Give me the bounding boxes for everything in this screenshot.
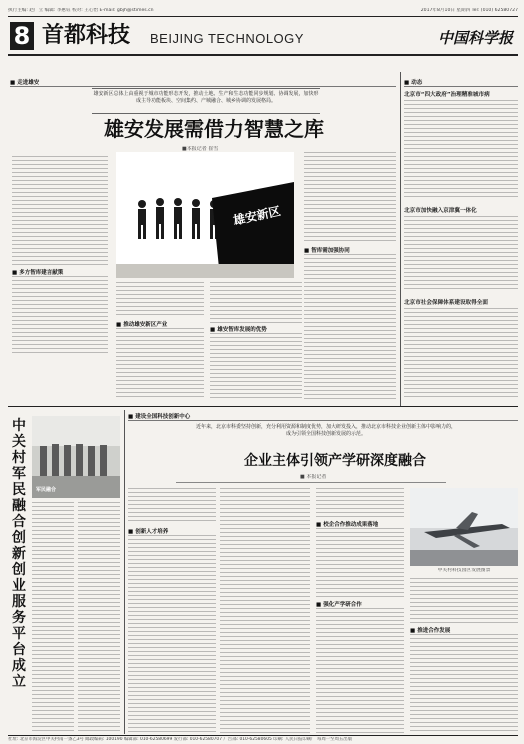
side-item-2-text (404, 216, 518, 292)
lower-deck-text: 近年来，北京市科委坚持创新，充分利用资源和制度优势，加大研发投入，推动北京市科技企业创新主体中影响力的，成为引领全国科技创新发展的示范。 (196, 424, 457, 437)
main-col-3-text-b (210, 333, 302, 400)
main-column-tag: ■ 走进雄安 (10, 78, 39, 86)
page-number: 8 (13, 22, 31, 50)
footer-rule (8, 735, 518, 736)
lower-col-3-text (316, 488, 404, 518)
lower-story-photo (410, 488, 518, 566)
aircraft-photo (410, 488, 518, 566)
main-col-4-text (304, 152, 396, 242)
xiongan-graphic (116, 152, 294, 278)
section-title-cn: 首都科技 (42, 23, 131, 48)
lower-col-2-text (220, 488, 310, 733)
lower-col-3-text-b (316, 528, 404, 598)
side-divider (400, 72, 401, 406)
lower-col-1-text (128, 488, 216, 524)
lower-subhead-1: ■ 创新人才培养 (128, 527, 168, 535)
lower-column-tag: ■ 建设全国科技创新中心 (128, 412, 190, 420)
main-col-2-text (116, 282, 204, 318)
vertical-story-photo-kicker: 军民融合 (36, 487, 57, 493)
lower-headline: 企业主体引领产学研深度融合 (244, 453, 426, 469)
main-col-1-text (12, 156, 108, 266)
vertical-headline: 中关村军民融合创新创业服务平台成立 (12, 418, 26, 690)
graphic-title-text: 雄安新区 (232, 204, 282, 228)
side-item-3-title: 北京市社会保障体系建设取得全面 (404, 300, 488, 306)
main-deck-text: 雄安新区总体上由重视于城市功能形态开发，推动土地、生产和生态功能同步规划、协调发展，加快形成主导功能板块、空间集约、产城融合、城乡协调的发展格局。 (93, 91, 319, 104)
page-number-box (10, 22, 34, 50)
main-headline: 雄安发展需借力智慧之库 (104, 117, 324, 141)
header-editor-line: 执行主编: 赵广立 编辑: 李惠钰 校对: 王心怡 E-mail: gbjh@stimes.cn (8, 8, 154, 13)
header-rule-bottom (8, 54, 518, 56)
side-item-1-text (404, 100, 518, 200)
main-deck-box (92, 88, 320, 114)
main-col-4-text-b (304, 254, 396, 400)
lower-left-divider (124, 410, 125, 734)
main-subhead-3: ■ 智库需加强协同 (304, 246, 350, 254)
side-item-1-title: 北京市“四大政府”治理精准城市病 (404, 92, 490, 98)
lower-subhead-2: ■ 校企合作推动成果落地 (316, 520, 378, 528)
main-col-2-text-b (116, 328, 204, 400)
lower-col-1-text-b (128, 535, 216, 733)
vertical-story-text-a (32, 502, 74, 732)
main-byline: ■本报记者 崔雪 (182, 146, 219, 152)
main-subhead-1: ■ 多方智库建言献策 (12, 268, 63, 276)
side-tag-rule (404, 86, 518, 87)
lower-headline-rule (176, 482, 446, 483)
lower-subhead-3: ■ 强化产学研合作 (316, 600, 362, 608)
main-tag-rule (10, 86, 396, 87)
lower-col-4-text (410, 578, 518, 624)
lower-photo-caption: 中关村科技园区发展图景 (437, 568, 491, 573)
footer-text: 社址: 北京市海淀区中关村南一条乙3号 邮政编码: 100190 编辑部: 010-62580699 发行部: 010-62580707 广告部: 010-62580605 印刷: 人民日报印刷厂 每周一至周五出版 (8, 737, 353, 742)
main-subhead-4: ■ 雄安智库发展的优势 (210, 325, 267, 333)
lower-byline: ■ 本报记者 (300, 474, 327, 480)
main-subhead-2: ■ 推动雄安新区产业 (116, 320, 167, 328)
lower-subhead-4: ■ 推进合作发展 (410, 626, 450, 634)
side-item-2-title: 北京市加快融入京津冀一体化 (404, 208, 477, 214)
header-rule-top (8, 16, 518, 17)
mid-page-rule (8, 406, 518, 407)
lower-deck-box (196, 424, 456, 442)
side-item-3-text (404, 308, 518, 400)
vertical-story-photo (32, 416, 120, 498)
vertical-story-text-b (78, 502, 120, 732)
masthead-logo: 中国科学报 (438, 29, 514, 47)
side-column-tag: ■ 动态 (404, 78, 422, 86)
main-col-1-text-b (12, 276, 108, 356)
lower-col-4-text-b (410, 634, 518, 733)
main-col-3-text (210, 282, 302, 324)
header-date: 2017年8月10日 星期四 Tel: (010) 62580727 (420, 8, 518, 13)
lower-tag-rule (128, 420, 518, 421)
lower-col-3-text-c (316, 608, 404, 733)
section-title-en: BEIJING TECHNOLOGY (150, 31, 304, 46)
